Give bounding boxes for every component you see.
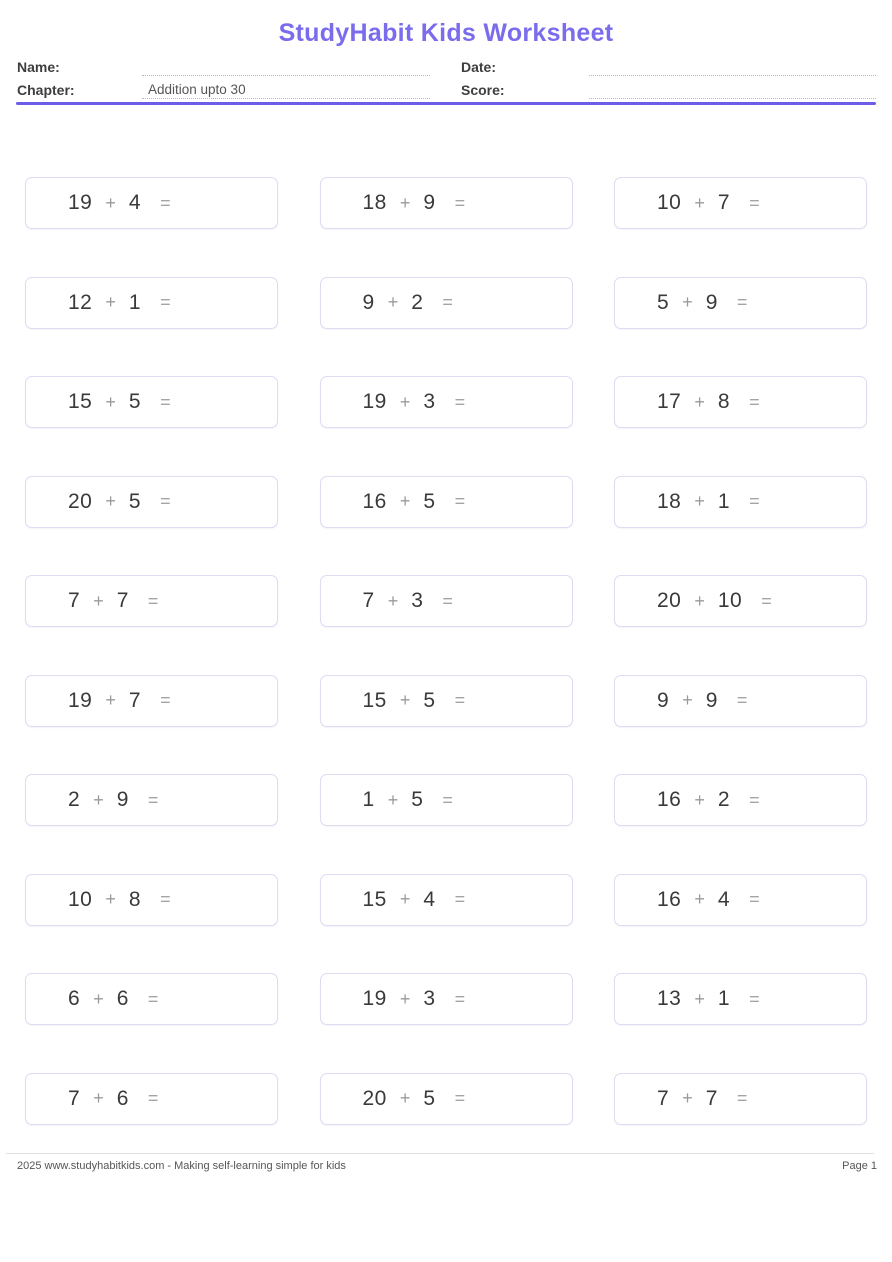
operand-a: 19 [362,390,387,413]
operand-a: 17 [657,390,682,413]
operand-b: 9 [705,688,718,712]
plus-sign: + [105,889,116,909]
equals-sign: = [147,590,159,611]
operand-a: 2 [68,788,81,811]
problem-box [25,476,278,528]
problem-box [614,874,867,926]
operand-b: 5 [423,688,436,712]
operand-b: 5 [128,390,142,413]
operand-b: 1 [717,987,731,1010]
equals-sign: = [442,789,453,810]
plus-sign: + [399,690,411,710]
problem-box [25,177,278,229]
equals-sign: = [160,889,171,909]
operand-b: 3 [423,987,436,1010]
footer-divider [6,1153,874,1154]
operand-a: 7 [68,1086,81,1110]
operand-b: 2 [717,788,731,811]
operand-b: 3 [423,390,436,413]
operand-b: 4 [423,887,436,911]
equals-sign: = [160,690,171,710]
plus-sign: + [682,690,693,710]
name-label: Name: [17,59,60,75]
operand-a: 5 [657,290,670,314]
operand-b: 10 [717,589,743,612]
problem-box [320,177,573,229]
page-title: StudyHabit Kids Worksheet [278,19,614,47]
equals-sign: = [442,590,453,611]
plus-sign: + [387,292,399,312]
plus-sign: + [694,391,705,412]
operand-a: 20 [362,1086,387,1110]
operand-a: 6 [68,987,81,1010]
plus-sign: + [399,391,411,412]
operand-a: 13 [657,987,682,1010]
equals-sign: = [749,192,760,213]
operand-b: 7 [717,191,731,214]
score-field-line [589,81,876,99]
header-divider [16,102,876,105]
operand-a: 10 [657,191,682,214]
plus-sign: + [105,690,116,710]
problems-grid [25,177,867,1125]
problem-box [614,476,867,528]
operand-b: 6 [116,987,129,1010]
operand-a: 19 [68,688,93,712]
problem-box [614,575,867,627]
operand-a: 7 [362,589,375,612]
problem-box [320,476,573,528]
operand-a: 7 [68,589,81,612]
equals-sign: = [442,292,453,312]
operand-b: 4 [717,887,731,911]
plus-sign: + [93,1088,104,1108]
operand-b: 5 [423,1086,436,1110]
plus-sign: + [682,1088,693,1108]
problem-box [25,973,278,1025]
operand-b: 5 [411,788,424,811]
problem-box [614,973,867,1025]
equals-sign: = [160,491,171,511]
problem-box [25,277,278,329]
plus-sign: + [105,491,116,511]
operand-a: 19 [362,987,387,1010]
operand-b: 2 [411,290,424,314]
date-field-line [589,58,876,76]
operand-a: 9 [657,688,670,712]
problem-box [25,774,278,826]
equals-sign: = [736,1088,748,1108]
operand-b: 7 [128,688,142,712]
operand-a: 1 [362,788,375,811]
operand-a: 18 [657,489,682,513]
operand-b: 1 [128,290,142,314]
operand-a: 20 [657,589,682,612]
plus-sign: + [694,590,705,611]
plus-sign: + [694,491,705,511]
operand-b: 9 [116,788,129,811]
operand-b: 5 [128,489,142,513]
page-number: Page 1 [842,1160,877,1172]
chapter-label: Chapter: [17,82,75,98]
operand-b: 7 [116,589,129,612]
plus-sign: + [105,192,116,213]
equals-sign: = [761,590,772,611]
equals-sign: = [454,192,466,213]
plus-sign: + [387,789,399,810]
problem-box [320,575,573,627]
equals-sign: = [454,491,466,511]
operand-b: 4 [128,191,142,214]
equals-sign: = [160,192,171,213]
plus-sign: + [694,789,705,810]
operand-b: 5 [423,489,436,513]
equals-sign: = [749,391,760,412]
operand-a: 16 [657,788,682,811]
equals-sign: = [749,988,760,1009]
problem-box [320,376,573,428]
equals-sign: = [454,391,466,412]
operand-a: 19 [68,191,93,214]
equals-sign: = [454,889,466,909]
plus-sign: + [93,590,104,611]
equals-sign: = [160,391,171,412]
problem-box [320,774,573,826]
problem-box [25,1073,278,1125]
plus-sign: + [93,988,104,1009]
operand-a: 18 [362,191,387,214]
equals-sign: = [454,1088,466,1108]
equals-sign: = [749,789,760,810]
plus-sign: + [682,292,693,312]
plus-sign: + [694,889,705,909]
operand-b: 8 [128,887,142,911]
problem-box [320,973,573,1025]
operand-b: 9 [705,290,718,314]
operand-a: 16 [362,489,387,513]
equals-sign: = [736,690,748,710]
operand-a: 10 [68,887,93,911]
equals-sign: = [454,988,466,1009]
operand-b: 3 [411,589,424,612]
date-label: Date: [461,59,497,75]
equals-sign: = [454,690,466,710]
chapter-value: Addition upto 30 [148,82,246,97]
problem-box [320,277,573,329]
problem-box [614,376,867,428]
operand-b: 8 [717,390,731,413]
plus-sign: + [93,789,104,810]
operand-a: 9 [362,290,375,314]
operand-a: 12 [68,290,93,314]
plus-sign: + [399,1088,411,1108]
plus-sign: + [105,391,116,412]
name-field-line [142,58,430,76]
plus-sign: + [694,988,705,1009]
equals-sign: = [147,988,159,1009]
problem-box [614,774,867,826]
operand-b: 1 [717,489,731,513]
equals-sign: = [147,789,159,810]
operand-a: 15 [362,887,387,911]
problem-box [320,675,573,727]
plus-sign: + [399,889,411,909]
operand-a: 16 [657,887,682,911]
problem-box [614,277,867,329]
operand-b: 7 [705,1086,718,1110]
footer-credit: 2025 www.studyhabitkids.com - Making self-learning simple for kids [17,1160,346,1172]
plus-sign: + [105,292,116,312]
plus-sign: + [387,590,399,611]
operand-a: 15 [68,390,93,413]
problem-box [614,675,867,727]
operand-a: 7 [657,1086,670,1110]
operand-b: 9 [423,191,436,214]
equals-sign: = [147,1088,159,1108]
operand-a: 15 [362,688,387,712]
plus-sign: + [694,192,705,213]
problem-box [25,874,278,926]
plus-sign: + [399,988,411,1009]
operand-a: 20 [68,489,93,513]
problem-box [25,376,278,428]
problem-box [320,1073,573,1125]
problem-box [614,177,867,229]
equals-sign: = [160,292,171,312]
equals-sign: = [749,491,760,511]
problem-box [25,575,278,627]
problem-box [320,874,573,926]
score-label: Score: [461,82,505,98]
chapter-field-line [142,81,430,99]
operand-b: 6 [116,1086,129,1110]
plus-sign: + [399,192,411,213]
equals-sign: = [736,292,748,312]
equals-sign: = [749,889,760,909]
problem-box [614,1073,867,1125]
problem-box [25,675,278,727]
plus-sign: + [399,491,411,511]
